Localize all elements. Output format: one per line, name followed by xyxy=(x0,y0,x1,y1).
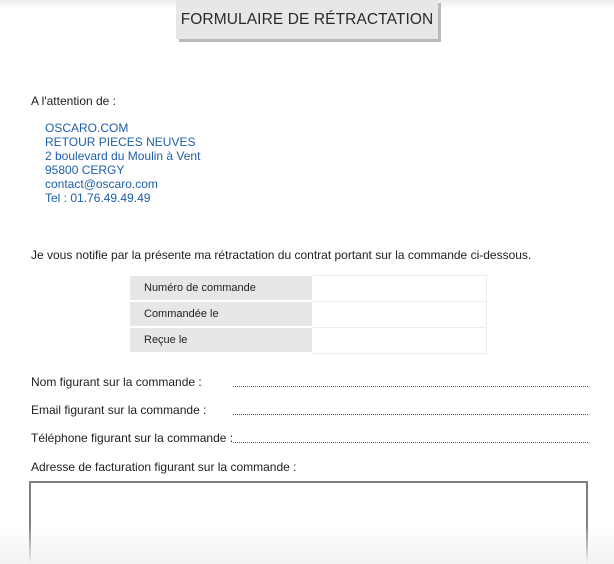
phone-field-line[interactable] xyxy=(233,442,588,443)
table-row xyxy=(130,301,487,327)
withdrawal-notice: Je vous notifie par la présente ma rétractation du contrat portant sur la commande ci-dessous. xyxy=(31,248,532,262)
order-number-field[interactable] xyxy=(313,276,487,302)
table-row xyxy=(130,276,487,302)
order-date-label: Commandée le xyxy=(130,301,313,327)
table-row xyxy=(130,327,487,353)
billing-address-field[interactable] xyxy=(29,481,588,564)
recipient-phone: Tel : 01.76.49.49.49 xyxy=(45,191,151,205)
name-field-line[interactable] xyxy=(233,386,588,387)
email-field-row xyxy=(31,403,588,419)
recipient-email[interactable]: contact@oscaro.com xyxy=(45,177,158,191)
recipient-city: 95800 CERGY xyxy=(45,163,125,177)
email-field-label: Email figurant sur la commande : xyxy=(31,403,207,417)
order-info-table xyxy=(129,275,487,354)
order-number-label: Numéro de commande xyxy=(130,276,313,302)
recipient-address xyxy=(45,121,200,205)
recipient-department: RETOUR PIECES NEUVES xyxy=(45,135,196,149)
phone-field-row xyxy=(31,431,588,447)
phone-field-label: Téléphone figurant sur la commande : xyxy=(31,431,234,445)
order-date-field[interactable] xyxy=(313,301,487,327)
name-field-label: Nom figurant sur la commande : xyxy=(31,375,202,389)
recipient-street: 2 boulevard du Moulin à Vent xyxy=(45,149,201,163)
recipient-company: OSCARO.COM xyxy=(45,121,129,135)
billing-address-label: Adresse de facturation figurant sur la commande : xyxy=(31,460,297,474)
name-field-row xyxy=(31,375,588,391)
received-date-label: Reçue le xyxy=(130,327,313,353)
attention-label: A l'attention de : xyxy=(31,94,117,108)
form-title-text: FORMULAIRE DE RÉTRACTATION xyxy=(180,10,434,28)
received-date-field[interactable] xyxy=(313,327,487,353)
form-title xyxy=(176,0,438,39)
email-field-line[interactable] xyxy=(233,414,588,415)
